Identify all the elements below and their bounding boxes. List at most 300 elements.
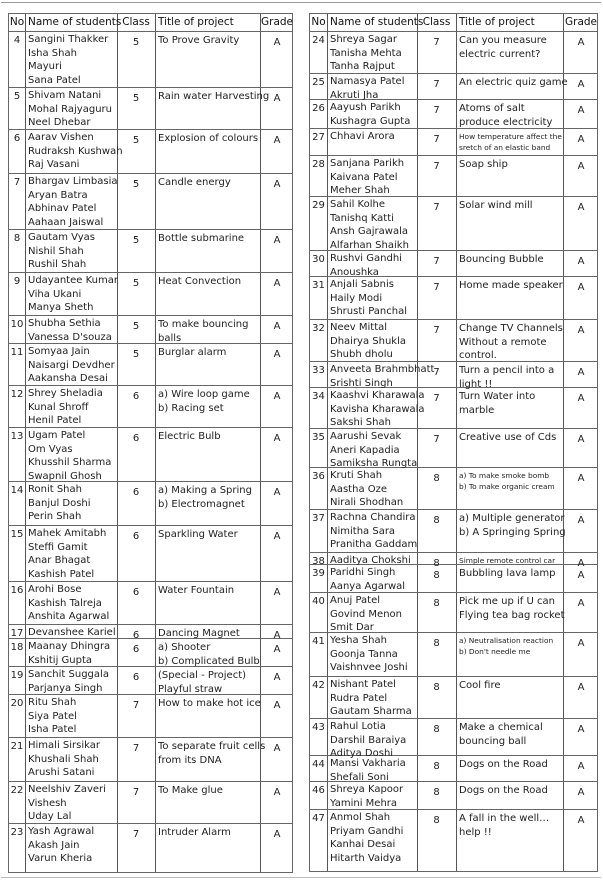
cell-grade: A (273, 787, 281, 798)
student-name: Alfarhan Shaikh (330, 239, 409, 251)
cell-title (155, 174, 260, 230)
cell-names (327, 782, 417, 810)
cell-title (155, 625, 260, 639)
student-name: Nimitha Sara (330, 525, 396, 537)
student-name: Govind Menon (330, 608, 403, 620)
student-name: Priyam Gandhi (330, 825, 404, 837)
project-title-line: bouncing ball (459, 735, 527, 747)
cell-no: 36 (312, 471, 325, 482)
cell-grade: A (577, 515, 585, 526)
header-grade: Grade (260, 16, 293, 28)
student-name: Mohal Rajyaguru (28, 103, 112, 115)
cell-title (456, 593, 563, 633)
table-row (9, 824, 292, 874)
cell-class: 6 (132, 587, 140, 598)
cell-names (25, 130, 123, 174)
project-title-line: b) Don't needle me (459, 647, 531, 656)
table-row (9, 482, 292, 526)
cell-no: 40 (312, 596, 325, 607)
cell-no: 13 (10, 431, 24, 442)
table-row (310, 677, 597, 719)
cell-class: 5 (132, 135, 140, 146)
cell-no: 11 (10, 347, 24, 358)
cell-names (327, 565, 417, 593)
student-name: Shubh dholu (330, 349, 393, 361)
project-title-line: Flying tea bag rocket (459, 609, 565, 621)
project-title-line: Dogs on the Road (459, 785, 548, 796)
student-name: Vaishnvee Joshi (330, 662, 408, 674)
project-title-line: Dogs on the Road (459, 759, 548, 770)
cell-names (25, 782, 117, 824)
student-name: Kanhai Desai (330, 839, 396, 851)
cell-class: 7 (433, 325, 440, 336)
student-name: Varun Kheria (28, 853, 93, 865)
student-name: Naisargi Devdher (28, 359, 115, 371)
table-row (310, 810, 597, 873)
cell-names (25, 88, 117, 130)
cell-grade: A (577, 815, 585, 826)
table-row (310, 362, 597, 388)
student-name: Nishil Shah (28, 245, 84, 257)
cell-title (155, 582, 260, 625)
cell-names (25, 230, 117, 273)
student-name: Ugam Patel (28, 430, 86, 441)
cell-names (25, 526, 117, 582)
cell-title (155, 386, 260, 428)
project-title-line: To make bouncing (158, 319, 249, 330)
header-names: Name of students (330, 16, 424, 28)
cell-no: 30 (312, 254, 325, 265)
project-title-line: Turn a pencil into a (459, 365, 555, 376)
student-name: Shefali Soni (330, 771, 389, 783)
student-name: Gautam Sharma (330, 706, 412, 718)
student-name: Kashish Patel (28, 568, 95, 580)
student-name: Aastha Oze (330, 483, 388, 495)
project-title-line: b) Racing set (158, 402, 224, 414)
student-name: Kaashvi Kharawala (330, 390, 425, 401)
project-title-line: Dancing Magnet (158, 628, 240, 639)
cell-names (25, 316, 117, 344)
table-row (310, 74, 597, 100)
project-title-line: How to make hot ice (158, 698, 261, 709)
cell-grade: A (273, 93, 281, 104)
cell-no: 7 (13, 177, 21, 188)
cell-class: 6 (132, 433, 140, 444)
cell-grade: A (577, 787, 585, 798)
student-name: Nirali Shodhan (330, 497, 404, 509)
cell-names (25, 738, 117, 782)
table-row (310, 782, 597, 810)
project-title-line: a) To make smoke bomb (459, 471, 550, 480)
cell-grade: A (577, 37, 585, 48)
student-name: Akash Jain (28, 839, 80, 851)
cell-class: 7 (433, 434, 440, 445)
cell-no: 20 (10, 698, 24, 709)
cell-grade: A (273, 630, 281, 641)
table-row (310, 553, 597, 569)
table-header-row (310, 14, 597, 32)
table-row (9, 386, 292, 428)
cell-title (456, 388, 563, 429)
student-name: Rachna Chandira (330, 512, 416, 523)
student-name: Vanessa D'souza (28, 331, 112, 343)
student-name: Rushil Shah (28, 259, 87, 271)
student-name: Siya Patel (28, 710, 77, 722)
cell-class: 7 (433, 105, 440, 116)
table-row (310, 565, 597, 593)
cell-no: 8 (13, 233, 21, 244)
cell-class: 7 (132, 743, 140, 754)
project-title-line: help !! (459, 826, 492, 838)
student-name: Pranitha Gaddam (330, 539, 418, 551)
cell-grade: A (577, 367, 585, 378)
student-name: Tanisha Mehta (330, 47, 402, 59)
cell-no: 14 (10, 485, 24, 496)
student-name: Samiksha Rungta (330, 458, 418, 470)
student-name: Uday Lal (28, 811, 72, 823)
cell-grade: A (273, 672, 281, 683)
cell-class: 8 (433, 473, 440, 484)
cell-names (327, 468, 417, 510)
project-title-line: Creative use of Cds (459, 432, 557, 443)
student-name: Banjul Doshi (28, 497, 91, 509)
student-name: Haily Modi (330, 292, 383, 304)
cell-grade: A (577, 558, 585, 569)
cell-names (327, 810, 417, 873)
student-name: Maanay Dhingra (28, 641, 111, 652)
student-name: Somyaa Jain (28, 346, 90, 357)
cell-names (327, 388, 425, 429)
project-title-line: Playful straw (158, 683, 223, 695)
cell-class: 7 (132, 829, 140, 840)
student-name: Kruti Shah (330, 470, 383, 481)
cell-class: 8 (433, 724, 440, 735)
table-row (9, 174, 292, 230)
cell-no: 41 (312, 636, 325, 647)
student-name: Shubha Sethia (28, 318, 101, 329)
project-title-line: Home made speaker (459, 280, 563, 291)
cell-no: 29 (312, 200, 325, 211)
table-row (310, 468, 597, 510)
header-title: Title of project (459, 16, 535, 28)
student-name: Abhinav Patel (28, 203, 97, 215)
table-row (9, 344, 292, 386)
project-title-line: How temperature affect the (459, 132, 562, 141)
table-row (310, 429, 597, 468)
student-name: Nishant Patel (330, 679, 396, 690)
cell-no: 10 (10, 319, 24, 330)
cell-title (456, 553, 563, 565)
table-row (310, 593, 597, 633)
table-row (310, 388, 597, 429)
cell-grade: A (273, 179, 281, 190)
cell-grade: A (273, 531, 281, 542)
cell-no: 15 (10, 529, 24, 540)
student-name: Aarav Vishen (28, 132, 94, 143)
cell-class: 7 (433, 79, 440, 90)
student-name: Devanshee Kariel (28, 627, 116, 638)
cell-names (25, 344, 117, 386)
table-row (9, 782, 292, 824)
cell-title (456, 197, 563, 251)
student-name: Mahek Amitabh (28, 528, 107, 539)
cell-title (155, 230, 260, 273)
student-name: Shreya Sagar (330, 34, 398, 45)
cell-names (327, 74, 417, 100)
student-name: Tanishq Katti (330, 212, 394, 224)
cell-no: 39 (312, 568, 325, 579)
header-class: Class (122, 16, 150, 28)
cell-no: 35 (312, 432, 325, 443)
cell-title (155, 32, 260, 88)
student-name: Anoushka (330, 266, 379, 278)
header-no: No (311, 16, 326, 28)
cell-title (456, 565, 563, 593)
cell-title (155, 273, 260, 316)
student-name: Swapnil Ghosh (28, 470, 102, 482)
project-title-line: To Prove Gravity (158, 35, 240, 46)
project-title-line: (Special - Project) (158, 670, 247, 681)
cell-names (25, 582, 117, 625)
student-name: Kushagra Gupta (330, 115, 411, 127)
project-title-line: a) Wire loop game (158, 389, 250, 400)
cell-grade: A (273, 433, 281, 444)
table-row (310, 100, 597, 129)
cell-names (327, 510, 417, 553)
student-name: Dhairya Shukla (330, 335, 407, 347)
cell-title (456, 74, 568, 100)
cell-grade: A (273, 829, 281, 840)
cell-title (456, 100, 563, 129)
project-title-line: Candle energy (158, 177, 231, 188)
cell-grade: A (273, 700, 281, 711)
cell-no: 31 (312, 280, 325, 291)
cell-class: 8 (433, 638, 440, 649)
cell-title (155, 695, 260, 738)
student-name: Neelshiv Zaveri (28, 784, 106, 795)
project-title-line: Water Fountain (158, 585, 235, 596)
cell-class: 8 (433, 815, 440, 826)
table-row (310, 633, 597, 677)
table-row (9, 316, 292, 344)
cell-names (327, 633, 417, 677)
project-title-line: To Make glue (158, 785, 223, 796)
cell-names (327, 593, 417, 633)
student-name: Bhargav Limbasia (28, 176, 118, 187)
table-row (9, 273, 292, 316)
cell-class: 8 (433, 558, 440, 569)
student-name: Goonja Tanna (330, 648, 398, 660)
cell-grade: A (577, 638, 585, 649)
cell-class: 7 (433, 282, 440, 293)
cell-class: 7 (433, 161, 440, 172)
table-row (310, 251, 597, 277)
cell-names (327, 756, 417, 782)
student-name: Neel Dhebar (28, 117, 91, 129)
student-name: Anmol Shah (330, 812, 391, 823)
cell-title (155, 782, 260, 824)
cell-class: 8 (433, 787, 440, 798)
cell-grade: A (273, 235, 281, 246)
project-title-line: Bouncing Bubble (459, 254, 544, 265)
table-row (310, 320, 597, 362)
student-name: Aryan Batra (28, 189, 88, 201)
student-name: Akruti Jha (330, 89, 379, 101)
student-name: Anshita Agarwal (28, 611, 110, 623)
header-grade: Grade (564, 16, 597, 28)
cell-no: 37 (312, 513, 325, 524)
student-name: Mansi Vakharia (330, 758, 406, 769)
table-header-row (9, 14, 292, 32)
cell-class: 6 (132, 531, 140, 542)
cell-class: 5 (132, 179, 140, 190)
cell-no: 26 (312, 103, 325, 114)
projects-table-left (8, 13, 293, 873)
cell-grade: A (273, 743, 281, 754)
cell-names (25, 273, 117, 316)
cell-class: 5 (132, 349, 140, 360)
project-title-line: Sparkling Water (158, 529, 238, 540)
cell-title (456, 320, 563, 362)
cell-names (327, 100, 417, 129)
student-name: Sakshi Shah (330, 417, 391, 429)
cell-title (456, 633, 563, 677)
student-name: Tanha Rajput (330, 61, 395, 73)
cell-names (25, 695, 117, 738)
cell-title (456, 429, 563, 468)
project-title-line: Rain water Harvesting (158, 91, 270, 102)
cell-grade: A (273, 487, 281, 498)
cell-grade: A (273, 278, 281, 289)
cell-class: 5 (132, 37, 140, 48)
cell-title (456, 277, 563, 320)
cell-no: 34 (312, 391, 325, 402)
cell-no: 25 (312, 77, 325, 88)
header-title: Title of project (158, 16, 234, 28)
cell-class: 8 (433, 682, 440, 693)
student-name: Khushali Shah (28, 753, 99, 765)
project-title-line: Electric Bulb (158, 431, 221, 442)
student-name: Yamini Mehra (330, 797, 398, 809)
student-name: Himali Sirsikar (28, 740, 100, 751)
cell-names (327, 32, 417, 74)
cell-names (25, 386, 117, 428)
table-row (310, 156, 597, 197)
table-row (310, 197, 597, 251)
cell-grade: A (577, 570, 585, 581)
cell-names (25, 32, 117, 88)
cell-class: 7 (433, 367, 440, 378)
student-name: Manya Sheth (28, 302, 94, 314)
student-name: Rudra Patel (330, 692, 388, 704)
student-name: Aditya Doshi (330, 748, 394, 760)
cell-no: 19 (10, 670, 24, 681)
table-row (9, 667, 292, 695)
student-name: Ronit Shah (28, 484, 82, 495)
cell-title (155, 667, 260, 695)
cell-grade: A (273, 321, 281, 332)
student-name: Anjali Sabnis (330, 279, 394, 290)
cell-title (155, 824, 260, 874)
project-title-line: b) Complicated Bulb (158, 655, 260, 667)
table-row (9, 428, 292, 482)
student-name: Udayantee Kumar (28, 275, 118, 286)
cell-title (155, 428, 260, 482)
student-name: Arushi Satani (28, 767, 95, 779)
student-name: Smit Dar (330, 622, 374, 634)
cell-class: 8 (433, 598, 440, 609)
cell-class: 5 (132, 278, 140, 289)
cell-title (456, 32, 563, 74)
project-title-line: Without a remote (459, 336, 547, 348)
student-name: Shivam Natani (28, 90, 102, 101)
cell-grade: A (577, 134, 585, 145)
cell-class: 5 (132, 321, 140, 332)
cell-no: 4 (13, 35, 21, 46)
cell-no: 32 (312, 323, 325, 334)
header-no: No (9, 16, 25, 28)
project-title-line: b) To make organic cream (459, 482, 555, 491)
student-name: Isha Patel (28, 724, 77, 736)
student-name: Anar Bhagat (28, 555, 91, 567)
cell-class: 6 (132, 672, 140, 683)
cell-names (25, 639, 117, 667)
student-name: Hitarth Vaidya (330, 852, 402, 864)
project-title-line: sretch of an elastic band (459, 143, 551, 152)
student-name: Aarushi Sevak (330, 431, 402, 442)
cell-grade: A (577, 434, 585, 445)
table-row (310, 719, 597, 760)
project-title-line: Burglar alarm (158, 347, 227, 358)
cell-names (25, 625, 117, 639)
cell-grade: A (577, 202, 585, 213)
student-name: Kavisha Kharawala (330, 403, 425, 415)
cell-no: 18 (10, 642, 24, 653)
project-title-line: Intruder Alarm (158, 827, 231, 838)
project-title-line: Atoms of salt (459, 103, 525, 114)
cell-title (155, 526, 260, 582)
student-name: Raj Vasani (28, 159, 80, 171)
project-title-line: To separate fruit cells (158, 741, 266, 752)
cell-class: 7 (132, 787, 140, 798)
cell-grade: A (577, 598, 585, 609)
table-row (310, 277, 597, 320)
cell-title (456, 810, 563, 873)
student-name: Arohi Bose (28, 584, 82, 595)
project-title-line: a) Neutralisation reaction (459, 636, 554, 645)
cell-grade: A (577, 724, 585, 735)
student-name: Aakansha Desai (28, 373, 108, 385)
cell-names (327, 719, 417, 760)
project-title-line: a) Making a Spring (158, 485, 252, 496)
cell-grade: A (577, 325, 585, 336)
student-name: Kaivana Patel (330, 171, 398, 183)
student-name: Isha Shah (28, 47, 77, 59)
cell-class: 8 (433, 570, 440, 581)
table-row (310, 756, 597, 782)
cell-names (327, 429, 417, 468)
student-name: Rahul Lotia (330, 721, 386, 732)
project-title-line: Soap ship (459, 159, 508, 170)
cell-names (327, 129, 417, 156)
table-row (9, 130, 292, 174)
student-name: Chhavi Arora (330, 131, 395, 142)
student-name: Srishti Singh (330, 377, 393, 389)
table-row (9, 582, 292, 625)
student-name: Sangini Thakker (28, 34, 109, 45)
cell-title (456, 468, 563, 510)
project-title-line: from its DNA (158, 754, 222, 766)
